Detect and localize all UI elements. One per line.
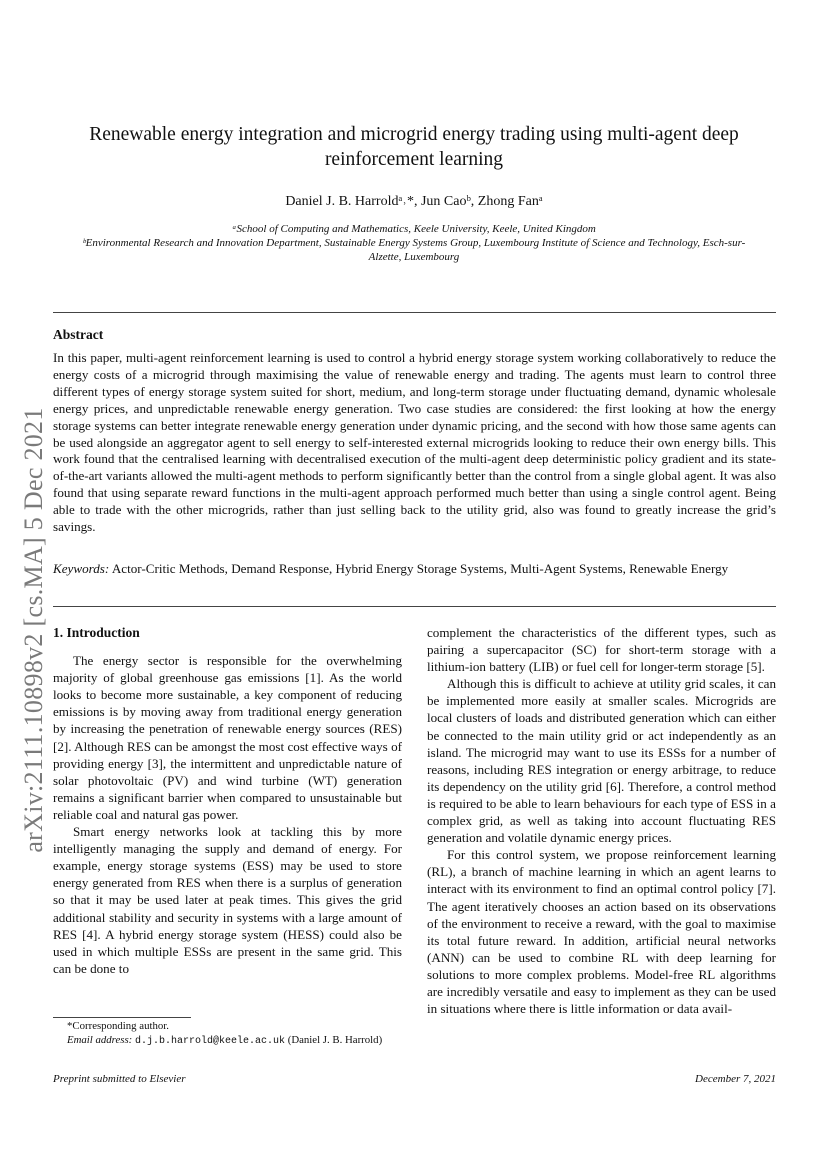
abstract-heading: Abstract xyxy=(53,327,104,342)
footnote xyxy=(53,1019,402,1049)
keywords-text: Actor-Critic Methods, Demand Response, Hybrid Energy Storage Systems, Multi-Agent Systems, Renewable Energy xyxy=(111,561,729,576)
abstract-bottom-rule xyxy=(53,606,776,607)
paragraph: complement the characteristics of the different types, such as pairing a supercapacitor (SC) for short-term storage with a lithium-ion battery (LIB) or fuel cell for longer-term storage [5]. xyxy=(427,625,776,675)
affiliations xyxy=(70,222,758,264)
abstract-top-rule xyxy=(53,312,776,313)
paragraph: Smart energy networks look at tackling this by more intelligently managing the supply and demand of energy. For example, energy storage systems (ESS) may be used to store energy generated from RES when there is a surplus of generation so that it may be used later at peak times. This gives the grid additional stability and security in systems with a large amount of RES [4]. A hybrid energy storage system (HESS) could also be used in which multiple ESSs are present in the same grid. This can be done to xyxy=(53,824,402,976)
abstract-text: In this paper, multi-agent reinforcement learning is used to control a hybrid energy storage system working collaboratively to reduce the energy costs of a microgrid through maximising the value of renewable energy and trading. The agents must learn to control three different types of energy storage system suited for short, medium, and long-term storage under fluctuating demand, dynamic wholesale energy prices, and unpredictable renewable energy generation. Two case studies are considered: the first looking at how the energy storage systems can better integrate renewable energy generation under dynamic pricing, and the second with how those same agents can be used alongside an aggregator agent to sell energy to self-interested external microgrids looking to reduce their own energy bills. This work found that the centralised learning with decentralised execution of the multi-agent deep deterministic policy gradient and its state-of-the-art variants allowed the multi-agent methods to perform significantly better than the control from a single global agent. It was also found that using separate reward functions in the multi-agent approach performed much better than using a single control agent. Being able to trade with the other microgrids, rather than just selling back to the utility grid, also was found to greatly increase the grid’s savings. xyxy=(53,350,776,535)
footnote-rule xyxy=(53,1017,191,1018)
left-column xyxy=(53,624,402,977)
arxiv-stamp xyxy=(14,360,54,900)
paragraph: The energy sector is responsible for the overwhelming majority of global greenhouse gas emissions [1]. As the world looks to become more sustainable, a key component of reducing emissions is by moving away from traditional energy generation by increasing the penetration of renewable energy sources (RES) [2]. Although RES can be amongst the most cost effective ways of providing energy [3], the intermittent and unpredictable nature of solar photovoltaic (PV) and wind turbine (WT) generation remains a significant barrier when compared to unsustainable but reliable coal and natural gas power. xyxy=(53,653,402,822)
footer-date: December 7, 2021 xyxy=(695,1073,776,1085)
arxiv-stamp-text: arXiv:2111.10898v2 [cs.MA] 5 Dec 2021 xyxy=(19,407,48,853)
affiliation-a: ᵃSchool of Computing and Mathematics, Keele University, Keele, United Kingdom xyxy=(232,223,596,235)
paper-title: Renewable energy integration and microgrid energy trading using multi-agent deep reinforcement learning xyxy=(89,124,739,170)
email-line xyxy=(53,1033,402,1049)
author-list: Daniel J. B. Harroldᵃ˒*, Jun Caoᵇ, Zhong Fanᵃ xyxy=(285,194,543,209)
email-address: d.j.b.harrold@keele.ac.uk xyxy=(134,1036,286,1047)
corresponding-author-note: *Corresponding author. xyxy=(67,1020,169,1032)
affiliation-b: ᵇEnvironmental Research and Innovation Department, Sustainable Energy Systems Group, Luxembourg Institute of Science and Technology, Esch-sur-Alzette, Luxembourg xyxy=(82,237,746,263)
email-label: Email address: xyxy=(67,1034,133,1046)
section-heading: 1. Introduction xyxy=(53,625,140,640)
footer-preprint: Preprint submitted to Elsevier xyxy=(53,1073,186,1085)
right-column xyxy=(427,624,776,1017)
email-owner: (Daniel J. B. Harrold) xyxy=(287,1034,383,1046)
keywords xyxy=(53,561,776,578)
paragraph: Although this is difficult to achieve at utility grid scales, it can be implemented more easily at smaller scales. Microgrids are local clusters of loads and distributed generation which can either be connected to the main utility grid or act independently as an island. The microgrid may want to use its ESSs for a number of reasons, including RES integration or energy arbitrage, to reduce its dependency on the utility grid [6]. Therefore, a control method is required to be able to learn behaviours for each type of ESS in a complex grid, as well as taking into account fluctuating RES generation and volatile dynamic energy prices. xyxy=(427,676,776,846)
keywords-label: Keywords: xyxy=(53,561,110,576)
paragraph: For this control system, we propose reinforcement learning (RL), a branch of machine learning in which an agent learns to interact with its environment to find an optimal control policy [7]. The agent iteratively chooses an action based on its observations of the environment to receive a reward, with the goal to maximise its total future reward. In addition, artificial neural networks (ANN) can be used to combine RL with deep learning for solutions to more complex problems. Model-free RL algorithms are incredibly versatile and easy to implement as they can be used in situations where there is little information or data avail- xyxy=(427,847,776,1017)
